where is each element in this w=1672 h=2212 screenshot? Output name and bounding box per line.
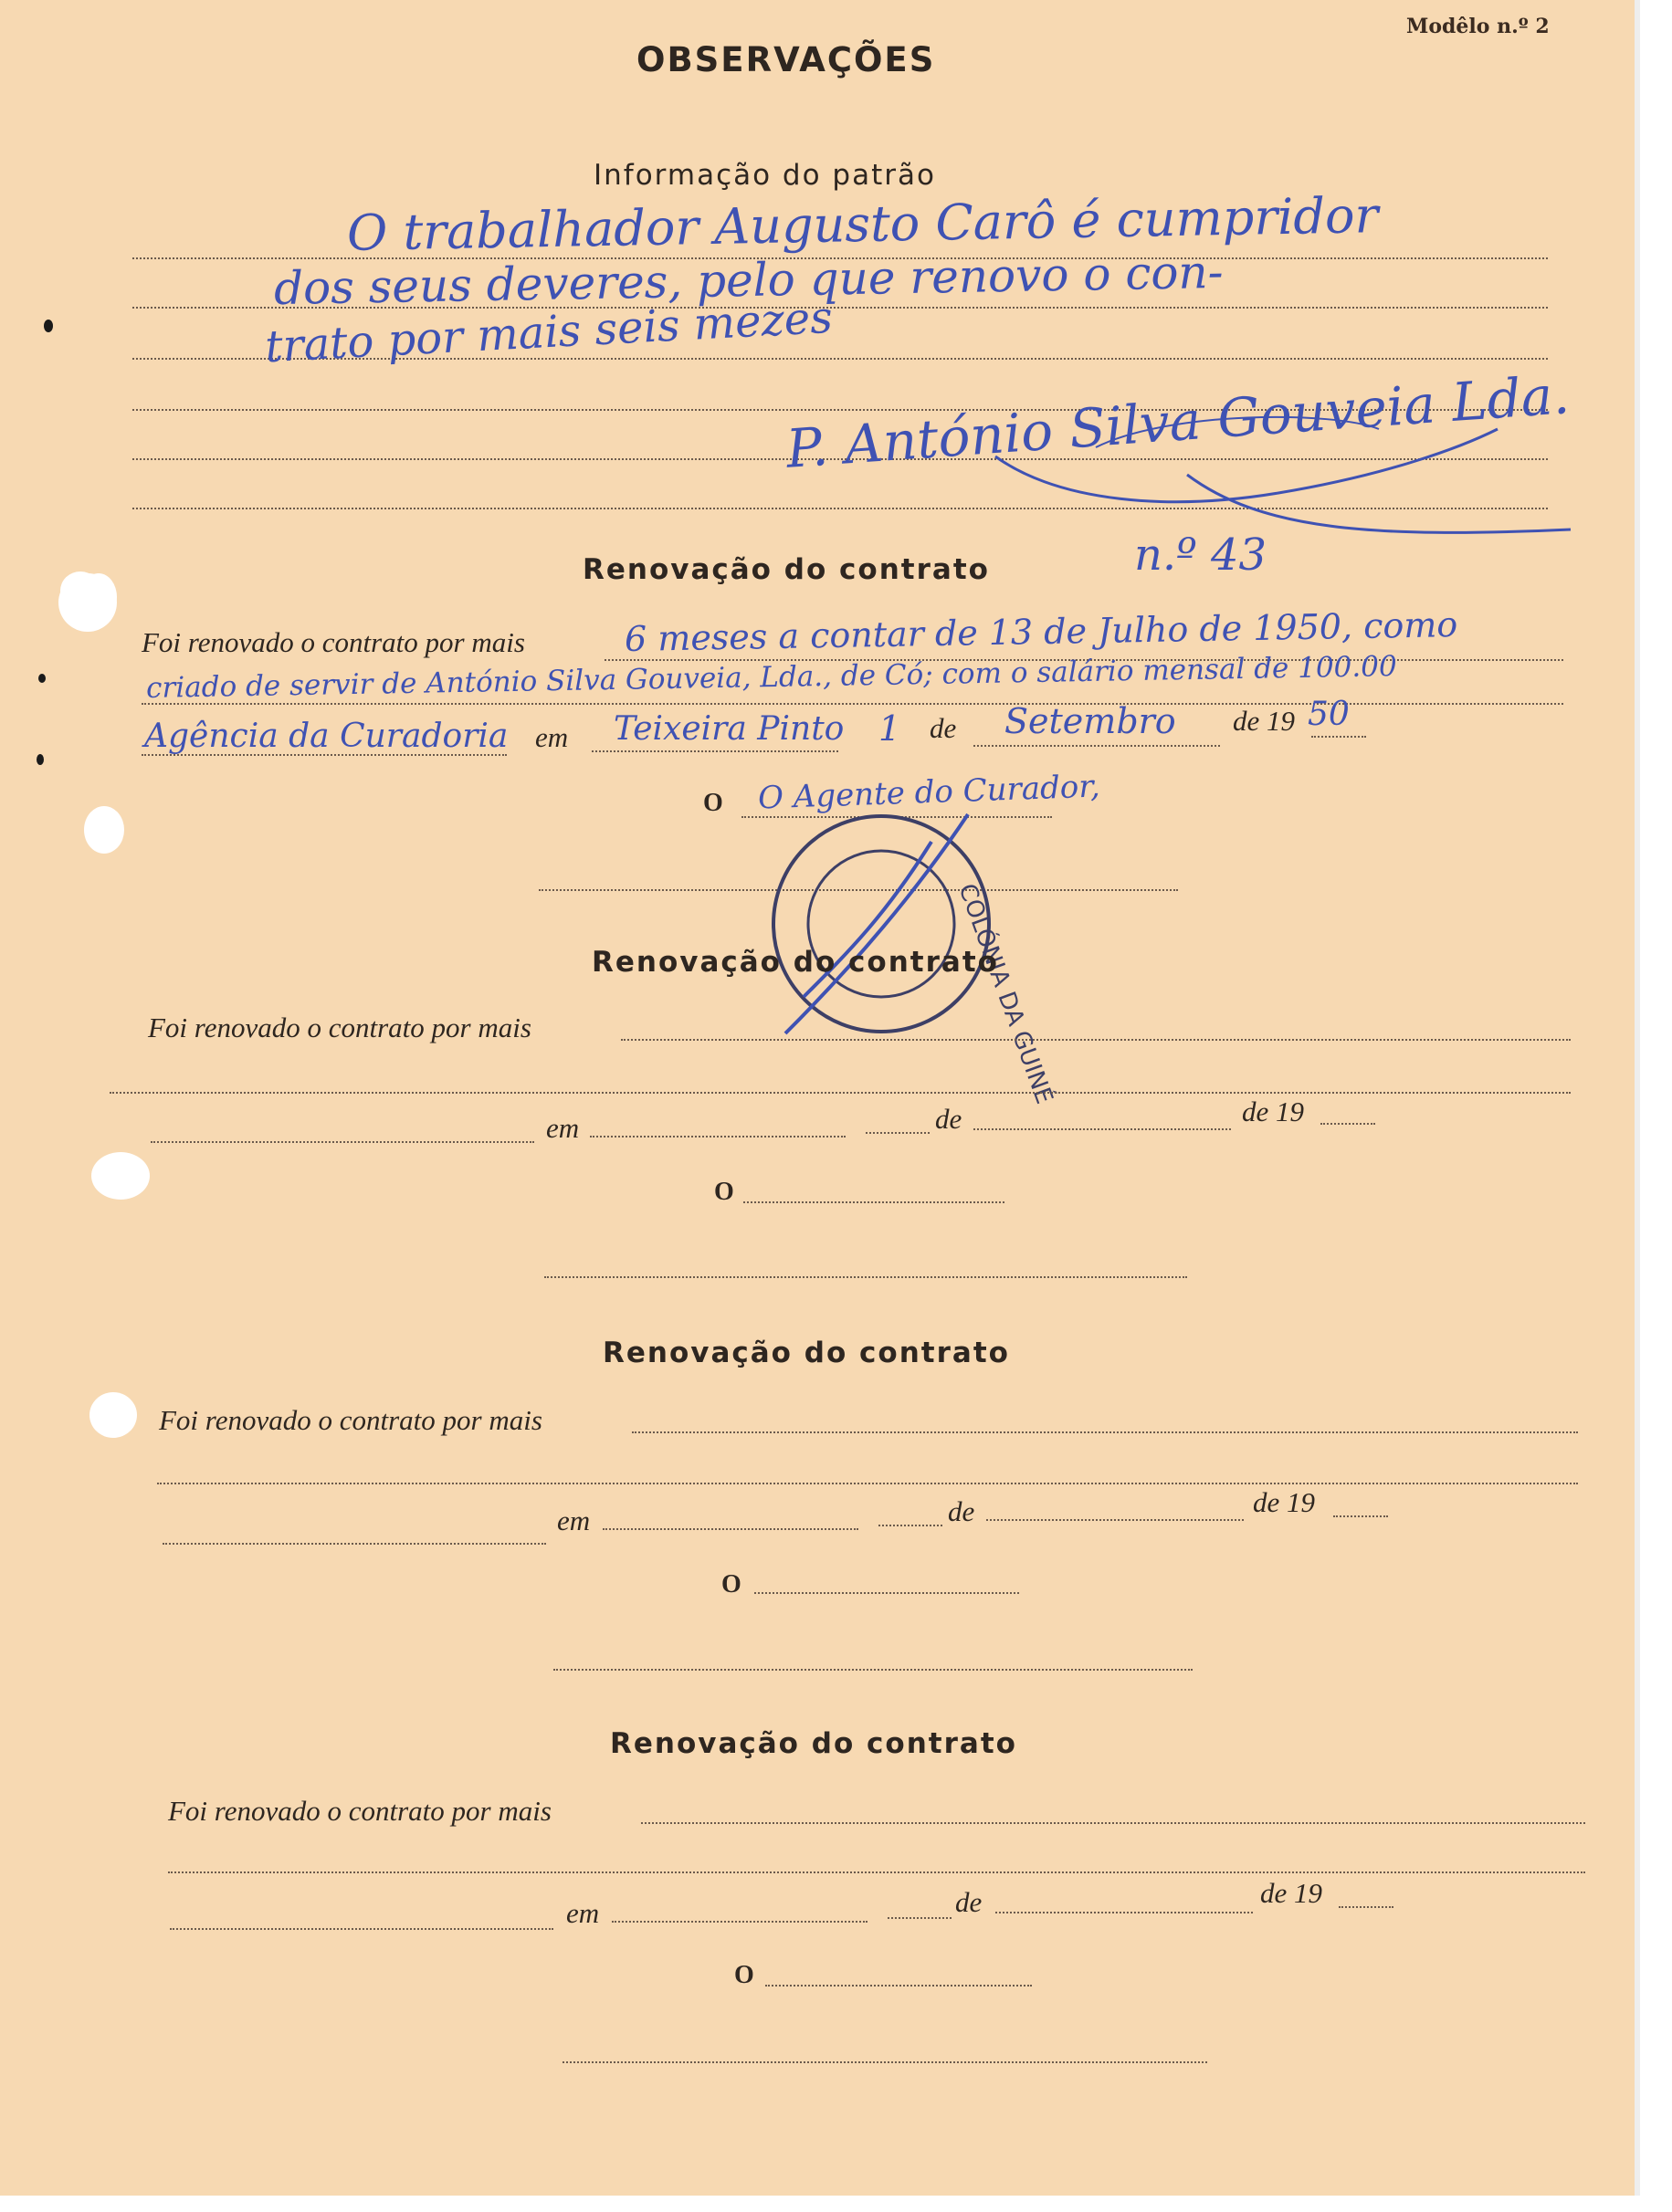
dotted-line	[888, 1917, 952, 1919]
renewal-heading: Renovação do contrato	[603, 1337, 1010, 1369]
signature: P. António Silva Gouveia Lda.	[783, 363, 1572, 480]
day-text: 1	[878, 708, 901, 749]
year-label: de 19	[1233, 705, 1296, 737]
handwritten-line: dos seus deveres, pelo que renovo o con-	[273, 245, 1224, 316]
dotted-line	[1339, 1906, 1393, 1908]
signatory-label: O	[734, 1961, 754, 1989]
dotted-line	[544, 1276, 1187, 1278]
de-label: de	[948, 1495, 975, 1527]
de-label: de	[935, 1103, 962, 1135]
de-label: de	[955, 1886, 983, 1918]
paper-speck	[37, 754, 44, 765]
stamp-text: COLÓNIA DA GUINÉ	[952, 880, 1058, 1108]
punch-hole	[60, 571, 100, 610]
dotted-line	[973, 745, 1220, 747]
dotted-line	[142, 703, 1563, 705]
year-label: de 19	[1253, 1486, 1316, 1518]
dotted-line	[866, 1132, 930, 1134]
dotted-line	[553, 1669, 1193, 1671]
signatory-text: O Agente do Curador,	[757, 768, 1101, 817]
dotted-line	[1311, 736, 1366, 738]
year-label: de 19	[1260, 1877, 1323, 1909]
official-stamp	[740, 805, 1058, 1108]
dotted-line	[603, 1528, 858, 1530]
dotted-line	[995, 1912, 1253, 1913]
signatory-label: O	[703, 789, 723, 817]
dotted-line	[592, 750, 838, 752]
handwritten-line: trato por mais seis mezes	[263, 291, 835, 373]
dotted-line	[563, 2061, 1207, 2063]
renewal-heading: Renovação do contrato	[592, 946, 999, 979]
dotted-line	[590, 1136, 846, 1137]
employer-info-heading: Informação do patrão	[594, 159, 936, 192]
dotted-line	[621, 1039, 1571, 1041]
renewed-label: Foi renovado o contrato por mais	[142, 626, 525, 658]
dotted-line	[612, 1921, 868, 1923]
renewed-label: Foi renovado o contrato por mais	[159, 1404, 542, 1436]
dotted-line	[641, 1822, 1585, 1824]
place-text: Agência da Curadoria	[144, 718, 509, 755]
dotted-line	[168, 1871, 1585, 1873]
dotted-line	[632, 1431, 1578, 1433]
paper-speck	[44, 320, 53, 332]
model-number: Modêlo n.º 2	[1406, 15, 1550, 38]
month-text: Setembro	[1004, 701, 1176, 741]
dotted-line	[151, 1141, 534, 1143]
dotted-line	[878, 1525, 942, 1526]
dotted-line	[1333, 1515, 1388, 1517]
em-label: em	[557, 1504, 591, 1536]
dotted-line	[743, 1201, 1004, 1203]
punch-hole	[91, 1152, 150, 1200]
em-label: em	[566, 1897, 600, 1929]
punch-hole	[89, 1392, 137, 1438]
dotted-line	[754, 1592, 1019, 1594]
signatory-label: O	[714, 1178, 734, 1206]
de-label: de	[930, 712, 957, 744]
page-title: OBSERVAÇÕES	[636, 40, 936, 79]
renewal-detail-text: criado de servir de António Silva Gouveia, Lda., de Có; com o salário mensal de 100.00	[145, 650, 1397, 705]
paper-speck	[38, 674, 46, 683]
dotted-line	[110, 1092, 1571, 1094]
dotted-line	[1320, 1123, 1375, 1125]
dotted-line	[157, 1483, 1578, 1484]
signature-flourish	[986, 393, 1589, 548]
dotted-line	[170, 1928, 553, 1930]
dotted-line	[765, 1985, 1032, 1987]
location-text: Teixeira Pinto	[614, 710, 845, 748]
renewal-heading: Renovação do contrato	[610, 1727, 1017, 1760]
em-label: em	[535, 721, 569, 753]
dotted-line	[163, 1543, 546, 1545]
renewed-label: Foi renovado o contrato por mais	[148, 1012, 531, 1043]
renewal-period-text: 6 meses a contar de 13 de Julho de 1950, como	[624, 604, 1458, 659]
handwritten-line: O trabalhador Augusto Carô é cumpridor	[346, 186, 1379, 262]
punch-hole	[84, 806, 124, 854]
year-label: de 19	[1242, 1096, 1305, 1127]
signatory-label: O	[721, 1570, 741, 1599]
renewed-label: Foi renovado o contrato por mais	[168, 1795, 552, 1827]
dotted-line	[986, 1519, 1244, 1521]
dotted-line	[973, 1128, 1231, 1130]
year-text: 50	[1308, 696, 1350, 733]
renewal-heading: Renovação do contrato	[583, 553, 990, 586]
em-label: em	[546, 1112, 580, 1144]
renewal-number: n.º 43	[1134, 529, 1267, 581]
